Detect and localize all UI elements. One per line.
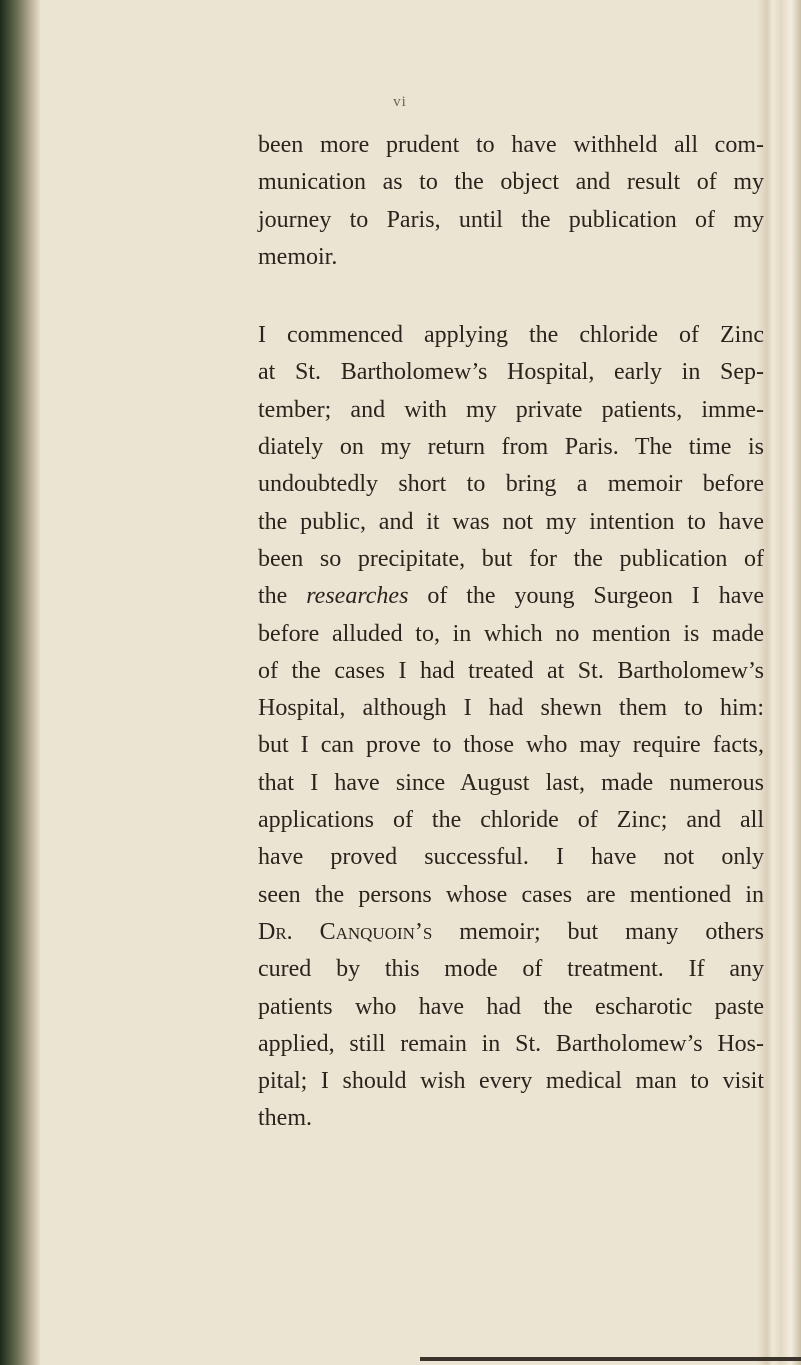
page-number: vi [393,94,407,110]
body-text [258,127,764,1138]
text-line: journey to Paris, until the publication of my [258,206,764,233]
text-line: Hospital, although I had shewn them to him: [258,695,764,722]
italic-word: researches [306,583,409,610]
text-line: at St. Bartholomew’s Hospital, early in Sep- [258,359,764,386]
text-line: pital; I should wish every medical man to visit [258,1068,764,1095]
text-line: have proved successful. I have not only [258,844,764,871]
text-line: been more prudent to have withheld all com- [258,132,764,158]
text-line: the researches of the young Surgeon I have [258,583,765,610]
text-line: patients who have had the escharotic paste [258,993,764,1020]
book-gutter-shadow [0,0,40,1365]
paragraph-2 [258,317,764,1138]
text-line: cured by this mode of treatment. If any [258,956,764,983]
text-line: them. [258,1105,312,1132]
text-line: of the cases I had treated at St. Bartholomew’s [258,657,764,684]
text-line: applied, still remain in St. Bartholomew’s Hos- [258,1030,764,1057]
paragraph-1 [258,127,764,276]
text-line: undoubtedly short to bring a memoir before [258,471,764,498]
text-line: I commenced applying the chloride of Zinc [258,322,764,349]
text-line: that I have since August last, made numerous [258,769,764,796]
text-line: munication as to the object and result of my [258,169,764,196]
page-bottom-edge [420,1357,801,1361]
text-line: applications of the chloride of Zinc; and all [258,807,764,834]
text-line: before alluded to, in which no mention is made [258,620,764,647]
text-line: memoir. [258,243,338,270]
text-line: the public, and it was not my intention to have [258,508,764,535]
paragraph-gap [258,276,764,317]
text-line: diately on my return from Paris. The time is [258,434,764,461]
text-line: tember; and with my private patients, imme- [258,396,764,423]
text-line: but I can prove to those who may require facts, [258,732,764,759]
text-line: Dr. Canquoin’s memoir; but many others [258,918,764,945]
author-name-smallcaps: Dr. Canquoin’s [258,918,433,945]
text-line: been so precipitate, but for the publication of [258,545,764,572]
text-line: seen the persons whose cases are mentioned in [258,881,764,908]
